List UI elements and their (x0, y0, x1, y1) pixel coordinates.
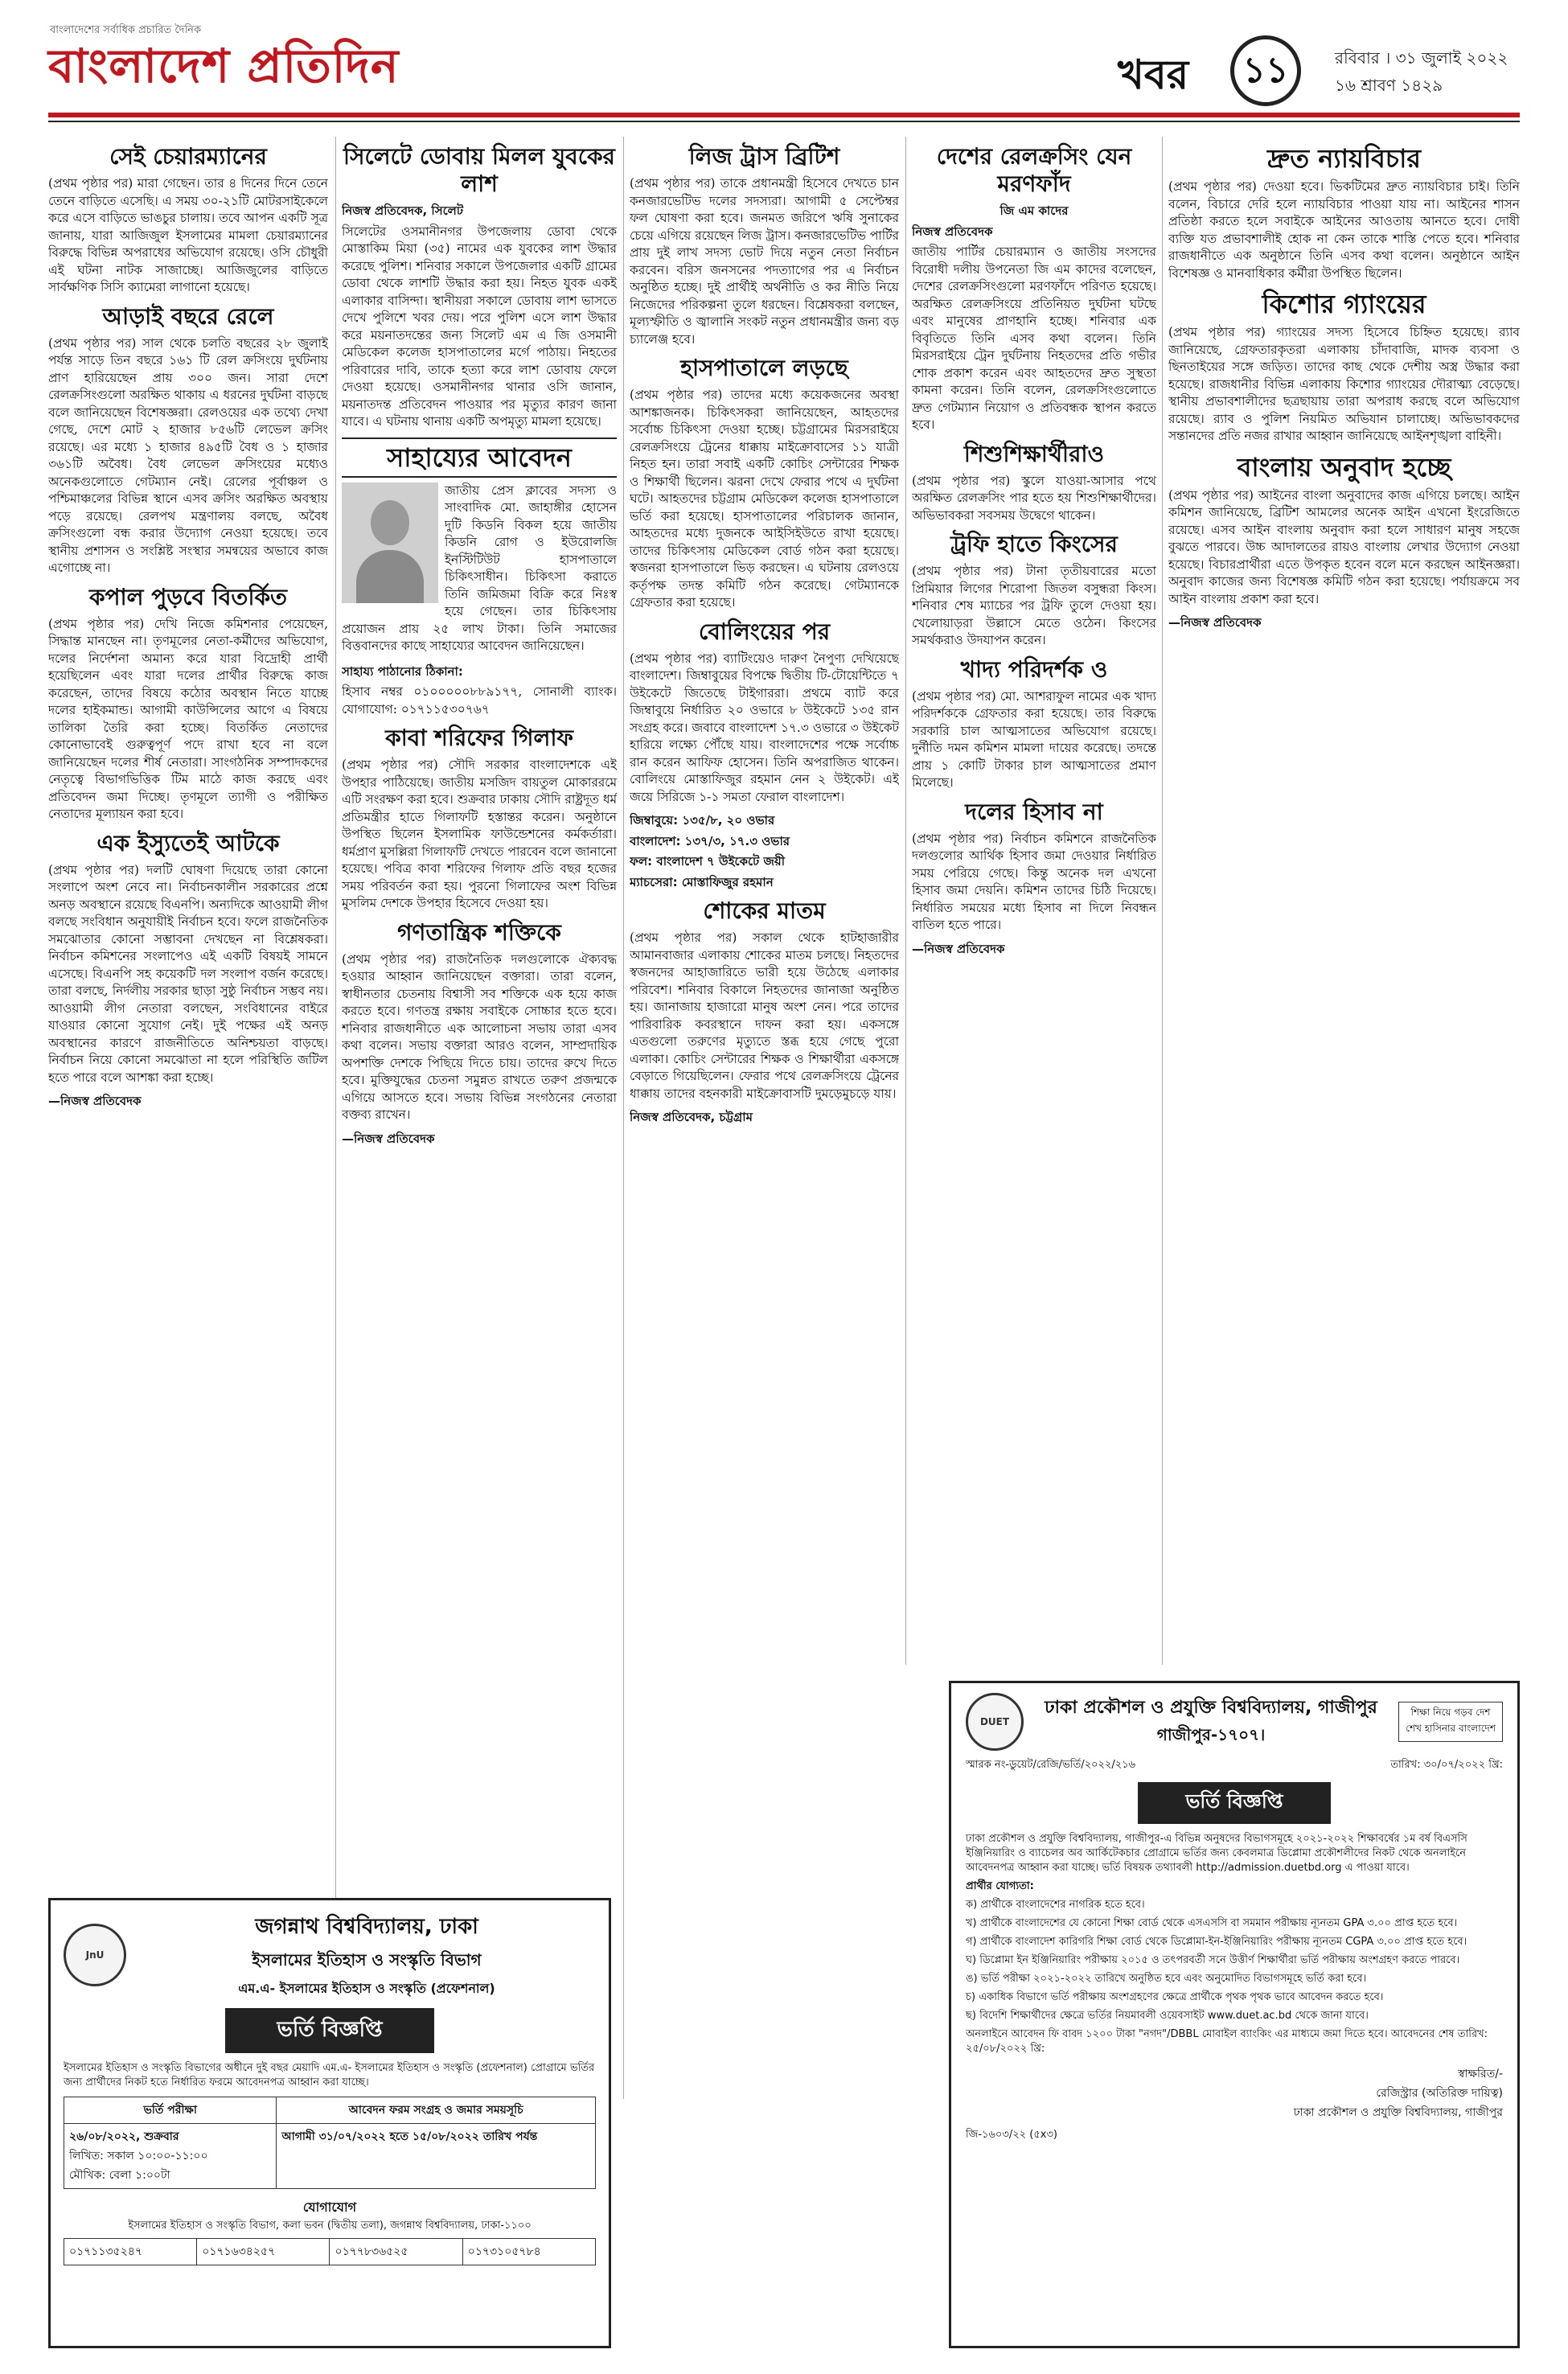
ad-header (966, 1693, 1503, 1751)
headline: আড়াই বছরে রেলে (102, 302, 274, 330)
headline: সিলেটে ডোবায় মিলল যুবকের লাশ (343, 143, 615, 197)
date-bangla: ১৬ শ্রাবণ ১৪২৯ (1335, 76, 1443, 95)
phone-number: ০১৭৩১০৫৭৮৪ (462, 2239, 595, 2265)
headline: সাহায্যের আবেদন (342, 437, 617, 478)
newspaper-logo: বাংলাদেশ প্রতিদিন (48, 39, 400, 93)
article-body: (প্রথম পৃষ্ঠার পর) রাজনৈতিক দলগুলোকে ঐক্যবদ্ধ হওয়ার আহ্বান জানিয়েছেন বক্তারা। তারা বলেন, স্বাধীনতার চেতনায় বিশ্বাসী সব শক্তিকে এক হয়ে কাজ করতে হবে। গণতন্ত্র রক্ষায় সবাইকে সোচ্চার হতে হবে। শনিবার রাজধানীতে এক আলোচনা সভায় তারা এসব কথা বলেন। সভায় বক্তারা আরও বলেন, সাম্প্রদায়িক অপশক্তি দেশকে পিছিয়ে দিতে চায়। তাদের রুখে দিতে হবে। মুক্তিযুদ্ধের চেতনা সমুন্নত রাখতে তরুণ প্রজন্মকে এগিয়ে আসতে হবে। সভায় বিভিন্ন সংগঠনের নেতারা বক্তব্য রাখেন। (342, 951, 617, 1122)
exam-time: লিখিত: সকাল ১০:০০-১১:০০ (69, 2150, 208, 2162)
article-body: (প্রথম পৃষ্ঠার পর) তাদের মধ্যে কয়েকজনের অবস্থা আশঙ্কাজনক। চিকিৎসকরা জানিয়েছেন, আহতদের সর্বোচ্চ চিকিৎসা দেওয়া হচ্ছে। চট্টগ্রামের মিরসরাইয়ে রেলক্রসিংয়ে ট্রেনের ধাক্কায় মাইক্রোবাসের ১১ যাত্রী নিহত হন। তারা সবাই একটি কোচিং সেন্টারের শিক্ষক ও শিক্ষার্থী ছিলেন। ঝরনা দেখে ফেরার পথে এ দুর্ঘটনা ঘটে। আহতদের চট্টগ্রাম মেডিকেল কলেজ হাসপাতালে ভর্তি করা হয়েছে। হাসপাতালের পরিচালক জানান, আহতদের মধ্যে দুজনকে আইসিইউতে রাখা হয়েছে। তাদের চিকিৎসায় মেডিকেল বোর্ড গঠন করা হয়েছে। স্বজনরা হাসপাতালে ভিড় করছেন। এ ঘটনায় রেলওয়ে কর্তৃপক্ষ তদন্ত কমিটি গঠন করেছে। গেটম্যানকে গ্রেফতার করা হয়েছে। (630, 388, 899, 610)
byline: —নিজস্ব প্রতিবেদক (1168, 615, 1262, 630)
article-body: (প্রথম পৃষ্ঠার পর) মারা গেছেন। তার ৪ দিনের দিনে তেনে তেনে বাড়িতে এসেছি। এ সময় ৩০-২১টি মোটরসাইকেলে করে এসে বাড়িতে ভাঙচুর চালায়। তবে আপন একটি সূত্র জানায়, যারা আজিজুল ইসলামের মামলা চেয়ারম্যানের বিরুদ্ধে বিভিন্ন অপরাধের অভিযোগ রয়েছে। ওসি চৌধুরী এই ঘটনা নাটক সাজাচ্ছে। আজিজুলের বাড়িতে সার্বক্ষণিক সিসি ক্যামেরা লাগানো হয়েছে। (48, 176, 328, 294)
contact-info: হিসাব নম্বর ০১০০০০০৮৮৯১৭৭, সোনালী ব্যাংক। যোগাযোগ: ০১৭১১৫৩০৭৬৭ (342, 684, 617, 717)
requirement-item: গ) প্রার্থীকে বাংলাদেশ কারিগরি শিক্ষা বোর্ড থেকে ডিপ্লোমা-ইন-ইঞ্জিনিয়ারিং পরীক্ষায় ন্যূনতম CGPA ৩.০০ প্রাপ্ত হতে হবে। (966, 1936, 1467, 1948)
signer-org: ঢাকা প্রকৌশল ও প্রযুক্তি বিশ্ববিদ্যালয়, গাজীপুর (1293, 2106, 1503, 2119)
article-body: জাতীয় পার্টির চেয়ারম্যান ও জাতীয় সংসদের বিরোধী দলীয় উপনেতা জি এম কাদের বলেছেন, দেশের রেলক্রসিংগুলো মরণফাঁদে পরিণত হয়েছে। অরক্ষিত রেলক্রসিংয়ে প্রতিনিয়ত দুর্ঘটনা ঘটছে এবং মানুষের প্রাণহানি হচ্ছে। শনিবার এক বিবৃতিতে তিনি এসব কথা বলেন। তিনি মিরসরাইয়ে ট্রেন দুর্ঘটনায় নিহতদের প্রতি গভীর শোক প্রকাশ করেন এবং আহতদের দ্রুত সুস্থতা কামনা করেন। তিনি বলেন, রেলক্রসিংগুলোতে দ্রুত গেটম্যান নিয়োগ ও প্রতিবন্ধক স্থাপন করতে হবে। (912, 244, 1156, 432)
article-body: জাতীয় প্রেস ক্লাবের সদস্য ও সাংবাদিক মো. জাহাঙ্গীর হোসেন দুটি কিডনি বিকল হয়ে জাতীয় কিডনি রোগ ও ইউরোলজি ইনস্টিটিউট হাসপাতালে চিকিৎসাধীন। চিকিৎসা করাতে তিনি জমিজমা বিক্রি করে নিঃস্ব হয়ে গেছেন। তার চিকিৎসায় প্রয়োজন প্রায় ২৫ লাখ টাকা। তিনি সমাজের বিত্তবানদের কাছে সাহায্যের আবেদন জানিয়েছেন। (342, 483, 617, 653)
column-divider (1162, 137, 1163, 1665)
requirement-item: খ) প্রার্থীকে বাংলাদেশের যে কোনো শিক্ষা বোর্ড থেকে এসএসসি বা সমমান পরীক্ষায় ন্যূনতম GPA ৩.০০ প্রাপ্ত হতে হবে। (966, 1917, 1458, 1929)
masthead-rule-thin (48, 121, 1520, 122)
headline: দ্রুত ন্যায়বিচার (1267, 143, 1421, 174)
ad-schedule-table (64, 2097, 596, 2189)
article-body: (প্রথম পৃষ্ঠার পর) ব্যাটিংয়েও দারুণ নৈপুণ্য দেখিয়েছে বাংলাদেশ। জিম্বাবুয়ের বিপক্ষে দ্বিতীয় টি-টোয়েন্টিতে ৭ উইকেটে জিতেছে টাইগাররা। প্রথমে ব্যাট করে জিম্বাবুয়ে নির্ধারিত ২০ ওভারে ৮ উইকেটে ১৩৫ রান সংগ্রহ করে। জবাবে বাংলাদেশ ১৭.৩ ওভারে ৩ উইকেট হারিয়ে লক্ষ্যে পৌঁছে যায়। বাংলাদেশের পক্ষে সর্বোচ্চ রান করেন আফিফ হোসেন। তিনি অপরাজিত থাকেন। বোলিংয়ে মোস্তাফিজুর রহমান নেন ২ উইকেট। এই জয়ে সিরিজে ১-১ সমতা ফেরাল বাংলাদেশ। (630, 651, 899, 804)
byline: —নিজস্ব প্রতিবেদক (912, 941, 1005, 956)
exam-date: ২৬/০৮/২০২২, শুক্রবার (69, 2130, 179, 2143)
exam-label: ভর্তি পরীক্ষা (64, 2097, 277, 2124)
viva-time: মৌখিক: বেলা ১:০০টা (69, 2169, 170, 2182)
fee-note: অনলাইনে আবেদন ফি বাবদ ১২০০ টাকা "নগদ"/DBBL মোবাইল ব্যাংকিং এর মাধ্যমে জমা দিতে হবে। আবেদনের শেষ তারিখ: ২৫/০৮/২০২২ খ্রি: (966, 2028, 1488, 2055)
byline: —নিজস্ব প্রতিবেদক (342, 1131, 435, 1146)
ad-reference: জি-১৬০৩/২২ (৫x৩) (966, 2129, 1057, 2141)
article-body: (প্রথম পৃষ্ঠার পর) টানা তৃতীয়বারের মতো প্রিমিয়ার লিগের শিরোপা জিতল বসুন্ধরা কিংস। শনিবার শেষ ম্যাচের পর ট্রফি তুলে দেওয়া হয়। খেলোয়াড়রা উল্লাসে মেতে ওঠেন। কিংসের সমর্থকরাও উদযাপন করেন। (912, 564, 1156, 647)
byline: নিজস্ব প্রতিবেদক (912, 224, 993, 239)
memo-line (966, 1757, 1503, 1774)
masthead (0, 0, 1568, 153)
headline: বাংলায় অনুবাদ হচ্ছে (1237, 451, 1451, 483)
phone-table (64, 2238, 596, 2265)
signer-title: স্বাক্ষরিত/- (1458, 2068, 1503, 2080)
article-body: (প্রথম পৃষ্ঠার পর) নির্বাচন কমিশনে রাজনৈতিক দলগুলোর আর্থিক হিসাব জমা দেওয়ার নির্ধারিত সময় পেরিয়ে গেছে। কিন্তু অনেক দল এখনো হিসাব জমা দেয়নি। কমিশন তাদের চিঠি দিয়েছে। নির্ধারিত সময়ের মধ্যে হিসাব না দিলে নিবন্ধন বাতিল হতে পারে। (912, 831, 1156, 932)
jnu-admission-ad (48, 1898, 611, 2348)
article-body: (প্রথম পৃষ্ঠার পর) দেওয়া হবে। ভিকটিমের দ্রুত ন্যায়বিচার চাই। তিনি বলেন, বিচারে দেরি হলে ন্যায়বিচার পাওয়া যায় না। আইনের শাসন প্রতিষ্ঠা করতে হলে সবাইকে আইনের আওতায় আনতে হবে। দোষী ব্যক্তি যত প্রভাবশালীই হোক না কেন তাকে শাস্তি পেতে হবে। শনিবার রাজধানীতে এক অনুষ্ঠানে তিনি এসব কথা বলেন। অনুষ্ঠানে আইন বিশেষজ্ঞ ও মানবাধিকার কর্মীরা উপস্থিত ছিলেন। (1168, 179, 1520, 281)
date-english: রবিবার । ৩১ জুলাই ২০২২ (1335, 48, 1508, 68)
column-2 (342, 137, 617, 1882)
ad-body: ইসলামের ইতিহাস ও সংস্কৃতি বিভাগের অধীনে দুই বছর মেয়াদি এম.এ- ইসলামের ইতিহাস ও সংস্কৃতি (প্রফেশনাল) প্রোগ্রামে ভর্তির জন্য প্রার্থীদের নিকট হতে নির্ধারিত ফরমে আবেদনপত্র আহ্বান করা যাচ্ছে। (64, 2062, 595, 2089)
form-label: আবেদন ফরম সংগ্রহ ও জমার সময়সূচি (277, 2097, 596, 2124)
page-number-badge: ১১ (1230, 35, 1301, 106)
university-seal-icon: JnU (64, 1924, 126, 1986)
column-5 (1168, 137, 1520, 1657)
column-1 (48, 137, 328, 1882)
ad-banner: ভর্তি বিজ্ঞপ্তি (225, 2008, 434, 2053)
headline: গণতান্ত্রিক শক্তিকে (397, 918, 561, 946)
ad-body: ঢাকা প্রকৌশল ও প্রযুক্তি বিশ্ববিদ্যালয়, গাজীপুর-এ বিভিন্ন অনুষদের বিভাগসমূহে ২০২১-২০২২ শিক্ষাবর্ষের ১ম বর্ষ বিএসসি ইঞ্জিনিয়ারিং ও ব্যাচেলর অব আর্কিটেকচার প্রোগ্রামে ভর্তির জন্য কেবলমাত্র ডিপ্লোমা প্রকৌশলীদের নিকট থেকে অনলাইনে আবেদনপত্র আহ্বান করা যাচ্ছে। ভর্তি বিষয়ক তথ্যাবলী http://admission.duetbd.org এ পাওয়া যাবে। (966, 1833, 1467, 1874)
phone-number: ০১৭৭৮৩৬৫২৫ (330, 2239, 462, 2265)
phone-number: ০১৭১১৩৫২৪৭ (64, 2239, 197, 2265)
column-3 (630, 137, 899, 2091)
article-body: (প্রথম পৃষ্ঠার পর) মো. আশরাফুল নামের এক খাদ্য পরিদর্শককে গ্রেফতার করা হয়েছে। তার বিরুদ্ধে সরকারি চাল আত্মসাতের অভিযোগ রয়েছে। দুর্নীতি দমন কমিশন মামলা দায়ের করেছে। তদন্তে প্রায় ১ কোটি টাকার চাল আত্মসাতের প্রমাণ মিলেছে। (912, 688, 1156, 790)
phone-number: ০১৭১৬৩৪২৫৭ (197, 2239, 330, 2265)
byline: নিজস্ব প্রতিবেদক, চট্টগ্রাম (630, 1110, 753, 1124)
byline: নিজস্ব প্রতিবেদক, সিলেট (342, 203, 464, 218)
article-body: (প্রথম পৃষ্ঠার পর) দলটি ঘোষণা দিয়েছে তারা কোনো সংলাপে অংশ নেবে না। নির্বাচনকালীন সরকারের প্রশ্নে অনড় অবস্থানে রয়েছে বিএনপি। অন্যদিকে আওয়ামী লীগ বলছে সংবিধান অনুযায়ীই নির্বাচন হবে। ফলে রাজনৈতিক সমঝোতার কোনো সম্ভাবনা দেখছেন না বিশ্লেষকরা। নির্বাচন কমিশনের সংলাপেও এই একটি বিষয়ই সামনে এসেছে। বিএনপি সহ কয়েকটি দল সংলাপ বর্জন করেছে। তারা বলছে, নির্দলীয় সরকার ছাড়া সুষ্ঠু নির্বাচন সম্ভব নয়। আওয়ামী লীগ নেতারা বলছেন, সংবিধানের বাইরে যাওয়ার কোনো সুযোগ নেই। দুই পক্ষের এই অনড় অবস্থানের কারণে রাজনীতিতে অনিশ্চয়তা বাড়ছে। নির্বাচন নিয়ে কোনো সমঝোতা না হলে পরিস্থিতি জটিল হতে পারে বলে আশঙ্কা করা হচ্ছে। (48, 862, 328, 1085)
byline: জি এম কাদের (999, 203, 1069, 218)
requirement-item: ঘ) ডিপ্লোমা ইন ইঞ্জিনিয়ারিং পরীক্ষায় ২০১৫ ও তৎপরবর্তী সনে উত্তীর্ণ শিক্ষার্থীরা ভর্তি পরীক্ষায় অংশগ্রহণ করতে পারবে। (966, 1954, 1460, 1966)
headline: কপাল পুড়বে বিতর্কিত (88, 583, 288, 610)
ad-department: ইসলামের ইতিহাস ও সংস্কৃতি বিভাগ (252, 1950, 482, 1969)
column-divider (335, 137, 336, 2099)
headline: শোকের মাতম (703, 897, 826, 924)
requirement-item: ছ) বিদেশি শিক্ষার্থীদের ক্ষেত্রে ভর্তির নিয়মাবলী ওয়েবসাইট www.duet.ac.bd থেকে জানা যাবে। (966, 2010, 1369, 2022)
ad-university-name: জগন্নাথ বিশ্ববিদ্যালয়, ঢাকা (255, 1915, 478, 1939)
article-body: (প্রথম পৃষ্ঠার পর) সকাল থেকে হাটহাজারীর আমানবাজার এলাকায় শোকের মাতম চলছে। নিহতদের স্বজনদের আহাজারিতে ভারী হয়ে উঠেছে এলাকার পরিবেশ। শনিবার বিকালে নিহতদের জানাজা অনুষ্ঠিত হয়। জানাজায় হাজারো মানুষ অংশ নেন। পরে তাদের পারিবারিক কবরস্থানে দাফন করা হয়। একসঙ্গে এতগুলো তরুণের মৃত্যুতে স্তব্ধ হয়ে গেছে পুরো এলাকা। কোচিং সেন্টারের শিক্ষক ও শিক্ষার্থীরা একসঙ্গে বেড়াতে গিয়েছিলেন। ফেরার পথে রেলক্রসিংয়ে ট্রেনের ধাক্কায় তাদের বহনকারী মাইক্রোবাসটি দুমড়েমুচড়ে যায়। (630, 930, 899, 1101)
scorecard-line: জিম্বাবুয়ে: ১৩৫/৮, ২০ ওভার (630, 813, 775, 828)
requirement-item: ক) প্রার্থীকে বাংলাদেশের নাগরিক হতে হবে। (966, 1899, 1145, 1911)
contact-label: সাহায্য পাঠানোর ঠিকানা: (342, 663, 463, 679)
contact-heading: যোগাযোগ (302, 2199, 357, 2215)
masthead-rule (48, 113, 1520, 117)
headline: খাদ্য পরিদর্শক ও (960, 655, 1108, 683)
form-dates: আগামী ৩১/০৭/২০২২ হতে ১৫/০৮/২০২২ তারিখ পর্যন্ত (277, 2124, 596, 2189)
ad-address: গাজীপুর-১৭০৭। (1156, 1725, 1266, 1744)
headline: সেই চেয়ারম্যানের (109, 143, 267, 170)
article-body: (প্রথম পৃষ্ঠার পর) গ্যাংয়ের সদস্য হিসেবে চিহ্নিত হয়েছে। র‌্যাব জানিয়েছে, গ্রেফতারকৃতরা এলাকায় চাঁদাবাজি, মাদক ব্যবসা ও ছিনতাইয়ের সঙ্গে জড়িত। তাদের কাছ থেকে দেশীয় অস্ত্র উদ্ধার করা হয়েছে। রাজধানীর বিভিন্ন এলাকায় কিশোর গ্যাংয়ের দৌরাত্ম্য বেড়েছে। স্থানীয় প্রভাবশালীদের ছত্রছায়ায় তারা অপরাধ করছে বলে অভিযোগ রয়েছে। র‌্যাব ও পুলিশ নিয়মিত অভিযান চালাচ্ছে। অভিভাবকদের সন্তানদের প্রতি নজর রাখার আহ্বান জানিয়েছে আইনশৃঙ্খলা বাহিনী। (1168, 325, 1520, 443)
article-body: (প্রথম পৃষ্ঠার পর) সাল থেকে চলতি বছরের ২৮ জুলাই পর্যন্ত সাড়ে তিন বছরে ১৬১ টি রেল ক্রসিংয়ে দুর্ঘটনায় প্রাণ হারিয়েছেন প্রায় ৩০০ জন। সারা দেশে রেলক্রসিংগুলো অরক্ষিত থাকায় এ ধরনের দুর্ঘটনা বাড়ছে বলে জানিয়েছেন বিশেষজ্ঞরা। রেলওয়ের এক তথ্যে দেখা গেছে, দেশে মোট ২ হাজার ৮৫৬টি লেভেল ক্রসিং রয়েছে। এর মধ্যে ১ হাজার ৪৯৫টি বৈধ ও ১ হাজার ৩৬১টি অবৈধ। বৈধ লেভেল ক্রসিংয়ের মধ্যেও অনেকগুলোতে গেটম্যান নেই। রেলের পূর্বাঞ্চল ও পশ্চিমাঞ্চলের বিভিন্ন স্থানে এসব ক্রসিং অরক্ষিত অবস্থায় পড়ে রয়েছে। রেলপথ মন্ত্রণালয় বলছে, অবৈধ ক্রসিংগুলো বন্ধ করার উদ্যোগ নেওয়া হয়েছে। তবে স্থানীয় প্রশাসন ও সংশ্লিষ্ট সংস্থার সমন্বয়ের অভাবে কাজ এগোচ্ছে না। (48, 335, 328, 575)
headline: এক ইস্যুতেই আটকে (96, 829, 280, 856)
requirement-item: চ) একাধিক বিভাগে ভর্তি পরীক্ষায় অংশগ্রহণের ক্ষেত্রে প্রার্থীকে পৃথক পৃথক ভাবে আবেদন করতে হবে। (966, 1991, 1384, 2003)
column-4 (912, 137, 1156, 1657)
byline: —নিজস্ব প্রতিবেদক (48, 1094, 142, 1108)
requirements-title: প্রার্থীর যোগ্যতা: (966, 1880, 1034, 1892)
article-body: সিলেটের ওসমানীনগর উপজেলায় ডোবা থেকে মোস্তাকিম মিয়া (৩৫) নামের এক যুবকের লাশ উদ্ধার করেছে পুলিশ। শনিবার সকালে উপজেলার একটি গ্রামের ডোবা থেকে লাশটি উদ্ধার করা হয়। নিহত যুবক একই এলাকার বাসিন্দা। স্থানীয়রা সকালে ডোবায় লাশ ভাসতে দেখে পুলিশে খবর দেয়। পরে পুলিশ এসে লাশ উদ্ধার করে ময়নাতদন্তের জন্য সিলেট এম এ জি ওসমানী মেডিকেল কলেজ হাসপাতালের মর্গে পাঠায়। নিহতের পরিবারের দাবি, তাকে হত্যা করে লাশ ডোবায় ফেলে দেওয়া হয়েছে। ওসমানীনগর থানার ওসি জানান, ময়নাতদন্ত প্রতিবেদন পাওয়ার পর মৃত্যুর কারণ জানা যাবে। এ ঘটনায় থানায় একটি অপমৃত্যু মামলা হয়েছে। (342, 224, 617, 429)
exam-schedule-cell (64, 2124, 277, 2189)
headline: ট্রফি হাতে কিংসের (950, 531, 1118, 557)
article-body: (প্রথম পৃষ্ঠার পর) স্কুলে যাওয়া-আসার পথে অরক্ষিত রেলক্রসিং পার হতে হয় শিশুশিক্ষার্থীদের। অভিভাবকরা সবসময় উদ্বেগে থাকেন। (912, 473, 1156, 523)
signer-name: রেজিস্ট্রার (অতিরিক্ত দায়িত্ব) (1376, 2087, 1503, 2100)
ad-header (64, 1910, 596, 2000)
column-divider (905, 137, 906, 1665)
masthead-tagline: বাংলাদেশের সর্বাধিক প্রচারিত দৈনিক (50, 24, 202, 36)
signature-block (966, 2064, 1503, 2122)
ad-motto: শিক্ষা নিয়ে গড়ব দেশ শেখ হাসিনার বাংলাদেশ (1398, 1702, 1503, 1742)
headline: বোলিংয়ের পর (698, 618, 831, 645)
headline: দলের হিসাব না (965, 798, 1103, 825)
headline: দেশের রেলক্রসিং যেন মরণফাঁদ (936, 143, 1132, 197)
article-body: (প্রথম পৃষ্ঠার পর) আইনের বাংলা অনুবাদের কাজ এগিয়ে চলছে। আইন কমিশন জানিয়েছে, ব্রিটিশ আমলের অনেক আইন এখনো ইংরেজিতে রয়েছে। এসব আইন বাংলায় অনুবাদ করা হলে সাধারণ মানুষ সহজে বুঝতে পারবে। উচ্চ আদালতের রায়ও বাংলায় লেখার উদ্যোগ নেওয়া হয়েছে। বিচারপ্রার্থীরা এতে উপকৃত হবেন বলে মনে করছেন আইনজ্ঞরা। অনুবাদ কাজের জন্য বিশেষজ্ঞ কমিটি গঠন করা হয়েছে। পর্যায়ক্রমে সব আইন বাংলায় প্রকাশ করা হবে। (1168, 487, 1520, 606)
column-divider (623, 137, 624, 2099)
requirement-item: ঙ) ভর্তি পরীক্ষা ২০২১-২০২২ তারিখে অনুষ্ঠিত হবে এবং অনুমোদিত বিভাগসমূহে ভর্তি করা হবে। (966, 1973, 1367, 1985)
headline: কাবা শরিফের গিলাফ (385, 725, 573, 751)
ad-banner: ভর্তি বিজ্ঞপ্তি (1138, 1782, 1331, 1824)
man-of-the-match: ম্যাচসেরা: মোস্তাফিজুর রহমান (630, 874, 774, 889)
scorecard-line: বাংলাদেশ: ১৩৭/৩, ১৭.৩ ওভার (630, 833, 790, 848)
memo-date: তারিখ: ৩০/০৭/২০২২ খ্রি: (1390, 1759, 1503, 1771)
university-seal-icon: DUET (966, 1693, 1024, 1751)
ad-program: এম.এ- ইসলামের ইতিহাস ও সংস্কৃতি (প্রফেশনাল) (238, 1981, 495, 1996)
headline: কিশোর গ্যাংয়ের (1262, 289, 1426, 319)
article-body: (প্রথম পৃষ্ঠার পর) তাকে প্রধানমন্ত্রী হিসেবে দেখতে চান কনজারভেটিভ দলের সদস্যরা। আগামী ৫ সেপ্টেম্বর ফল ঘোষণা করা হবে। জনমত জরিপে ঋষি সুনাকের চেয়ে এগিয়ে রয়েছেন লিজ ট্রাস। কনজারভেটিভ পার্টির প্রায় দুই লাখ সদস্য ভোট দিয়ে নতুন নেতা নির্বাচন করবেন। বরিস জনসনের পদত্যাগের পর এ নির্বাচন অনুষ্ঠিত হচ্ছে। দুই প্রার্থীই অর্থনীতি ও কর নীতি নিয়ে নিজেদের পরিকল্পনা তুলে ধরছেন। বিশ্লেষকরা বলছেন, মূল্যস্ফীতি ও জ্বালানি সংকট নতুন প্রধানমন্ত্রীর জন্য বড় চ্যালেঞ্জ হবে। (630, 176, 899, 347)
ad-university-name: ঢাকা প্রকৌশল ও প্রযুক্তি বিশ্ববিদ্যালয়, গাজীপুর (1045, 1698, 1377, 1718)
headline: শিশুশিক্ষার্থীরাও (963, 440, 1105, 467)
duet-admission-ad (949, 1681, 1520, 2348)
contact-office: ইসলামের ইতিহাস ও সংস্কৃতি বিভাগ, কলা ভবন (দ্বিতীয় তলা), জগন্নাথ বিশ্ববিদ্যালয়, ঢাকা-১১০০ (128, 2220, 532, 2232)
memo-number: স্মারক নং-ডুয়েট/রেজি/ভর্তি/২০২২/২১৬ (966, 1759, 1136, 1771)
section-title: খবর (1118, 51, 1189, 98)
appeal-block (342, 483, 617, 662)
article-body: (প্রথম পৃষ্ঠার পর) সৌদি সরকার বাংলাদেশকে এই উপহার পাঠিয়েছে। জাতীয় মসজিদ বায়তুল মোকাররমে এটি সংরক্ষণ করা হবে। শুক্রবার ঢাকায় সৌদি রাষ্ট্রদূত ধর্ম প্রতিমন্ত্রীর হাতে গিলাফটি হস্তান্তর করেন। অনুষ্ঠানে উপস্থিত ছিলেন ইসলামিক ফাউন্ডেশনের কর্মকর্তারা। ধর্মপ্রাণ মুসল্লিরা গিলাফটি দেখতে পারবেন বলে জানানো হয়েছে। পবিত্র কাবা শরিফের গিলাফ প্রতি বছর হজের সময় পরিবর্তন করা হয়। পুরনো গিলাফের অংশ বিভিন্ন মুসলিম দেশকে উপহার হিসেবে দেওয়া হয়। (342, 758, 617, 910)
match-result: ফল: বাংলাদেশ ৭ উইকেটে জয়ী (630, 854, 785, 869)
headline: লিজ ট্রাস ব্রিটিশ (688, 143, 840, 170)
article-body: (প্রথম পৃষ্ঠার পর) দেখি নিজে কমিশনার পেয়েছেন, সিদ্ধান্ত মানছেন না। তৃণমূলের নেতা-কর্মীদের অভিযোগ, দলের নির্দেশনা অমান্য করে যারা বিদ্রোহী প্রার্থী হয়েছিলেন এবং যারা দলের প্রার্থীর বিরুদ্ধে কাজ করেছেন, তাদের বিষয়ে কঠোর অবস্থান নিতে যাচ্ছে দলের হাইকমান্ড। আগামী কাউন্সিলের আগে এ বিষয়ে তালিকা তৈরি করা হচ্ছে। বিতর্কিত নেতাদের কোনোভাবেই গুরুত্বপূর্ণ পদে রাখা হবে না বলে জানিয়েছেন দলের শীর্ষ নেতারা। সাংগঠনিক সম্পাদকদের নেতৃত্বে বিভাগভিত্তিক টিম মাঠে কাজ করছে এবং প্রতিবেদন জমা দিচ্ছে। তৃণমূলে ত্যাগী ও পরীক্ষিত নেতাদের মূল্যায়ন করা হবে। (48, 616, 328, 821)
headline: হাসপাতালে লড়ছে (680, 355, 848, 381)
portrait-photo (342, 483, 438, 603)
